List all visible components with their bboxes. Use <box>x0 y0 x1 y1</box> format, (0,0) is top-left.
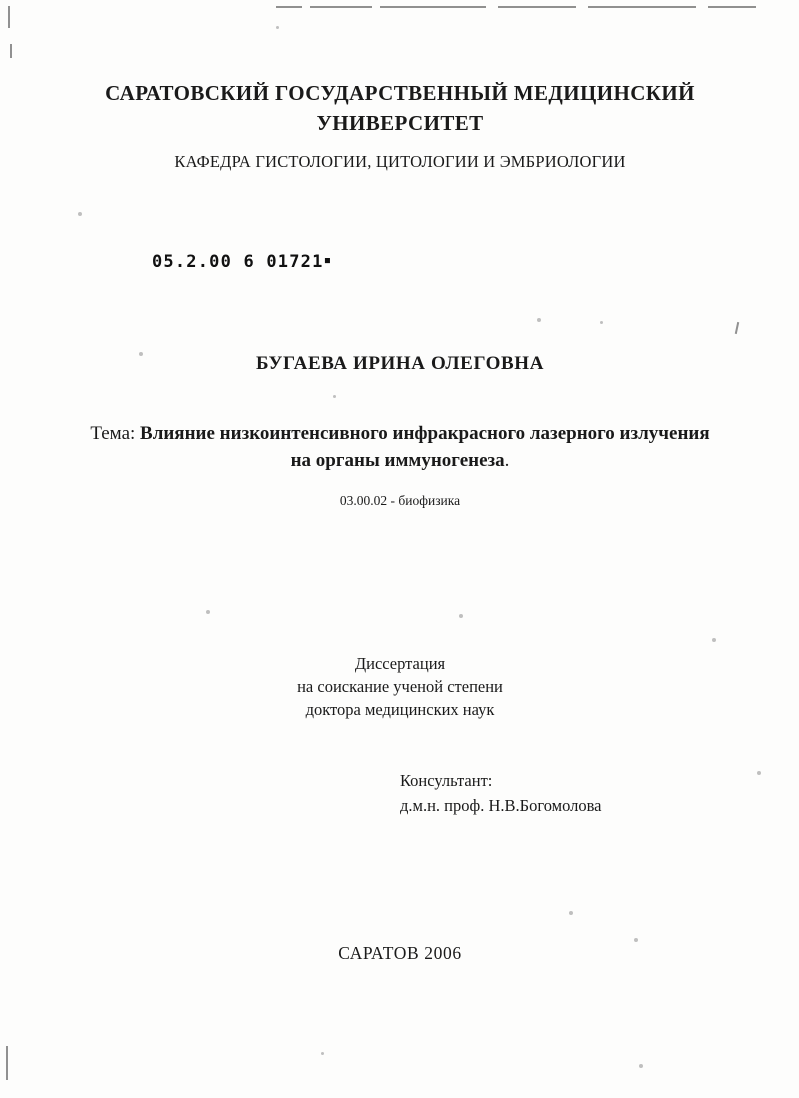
consultant-name: д.м.н. проф. Н.В.Богомолова <box>400 796 602 815</box>
topic-title: Влияние низкоинтенсивного инфракрасного лазерного излучения на органы иммуногенеза <box>140 423 710 471</box>
speciality-code: 03.00.02 - биофизика <box>339 493 461 508</box>
topic-period: . <box>504 450 510 471</box>
degree-statement <box>70 652 730 721</box>
author-name: БУГАЕВА ИРИНА ОЛЕГОВНА <box>255 353 545 374</box>
library-stamp <box>152 252 331 272</box>
department-name: КАФЕДРА ГИСТОЛОГИИ, ЦИТОЛОГИИ И ЭМБРИОЛОГИИ <box>174 152 626 171</box>
consultant-block <box>400 768 740 818</box>
dissertation-topic <box>90 420 710 474</box>
degree-line-3: доктора медицинских наук <box>305 700 495 719</box>
degree-line-1: Диссертация <box>354 654 446 673</box>
degree-line-2: на соискание ученой степени <box>297 677 503 696</box>
university-name: САРАТОВСКИЙ ГОСУДАРСТВЕННЫЙ МЕДИЦИНСКИЙ УНИВЕРСИТЕТ <box>105 81 695 135</box>
city-and-year: САРАТОВ 2006 <box>338 943 462 963</box>
library-stamp-tick: ▪ <box>323 253 332 268</box>
consultant-label: Консультант: <box>400 771 493 790</box>
library-stamp-code: 05.2.00 6 01721 <box>152 252 324 272</box>
topic-label: Тема: <box>90 423 136 444</box>
